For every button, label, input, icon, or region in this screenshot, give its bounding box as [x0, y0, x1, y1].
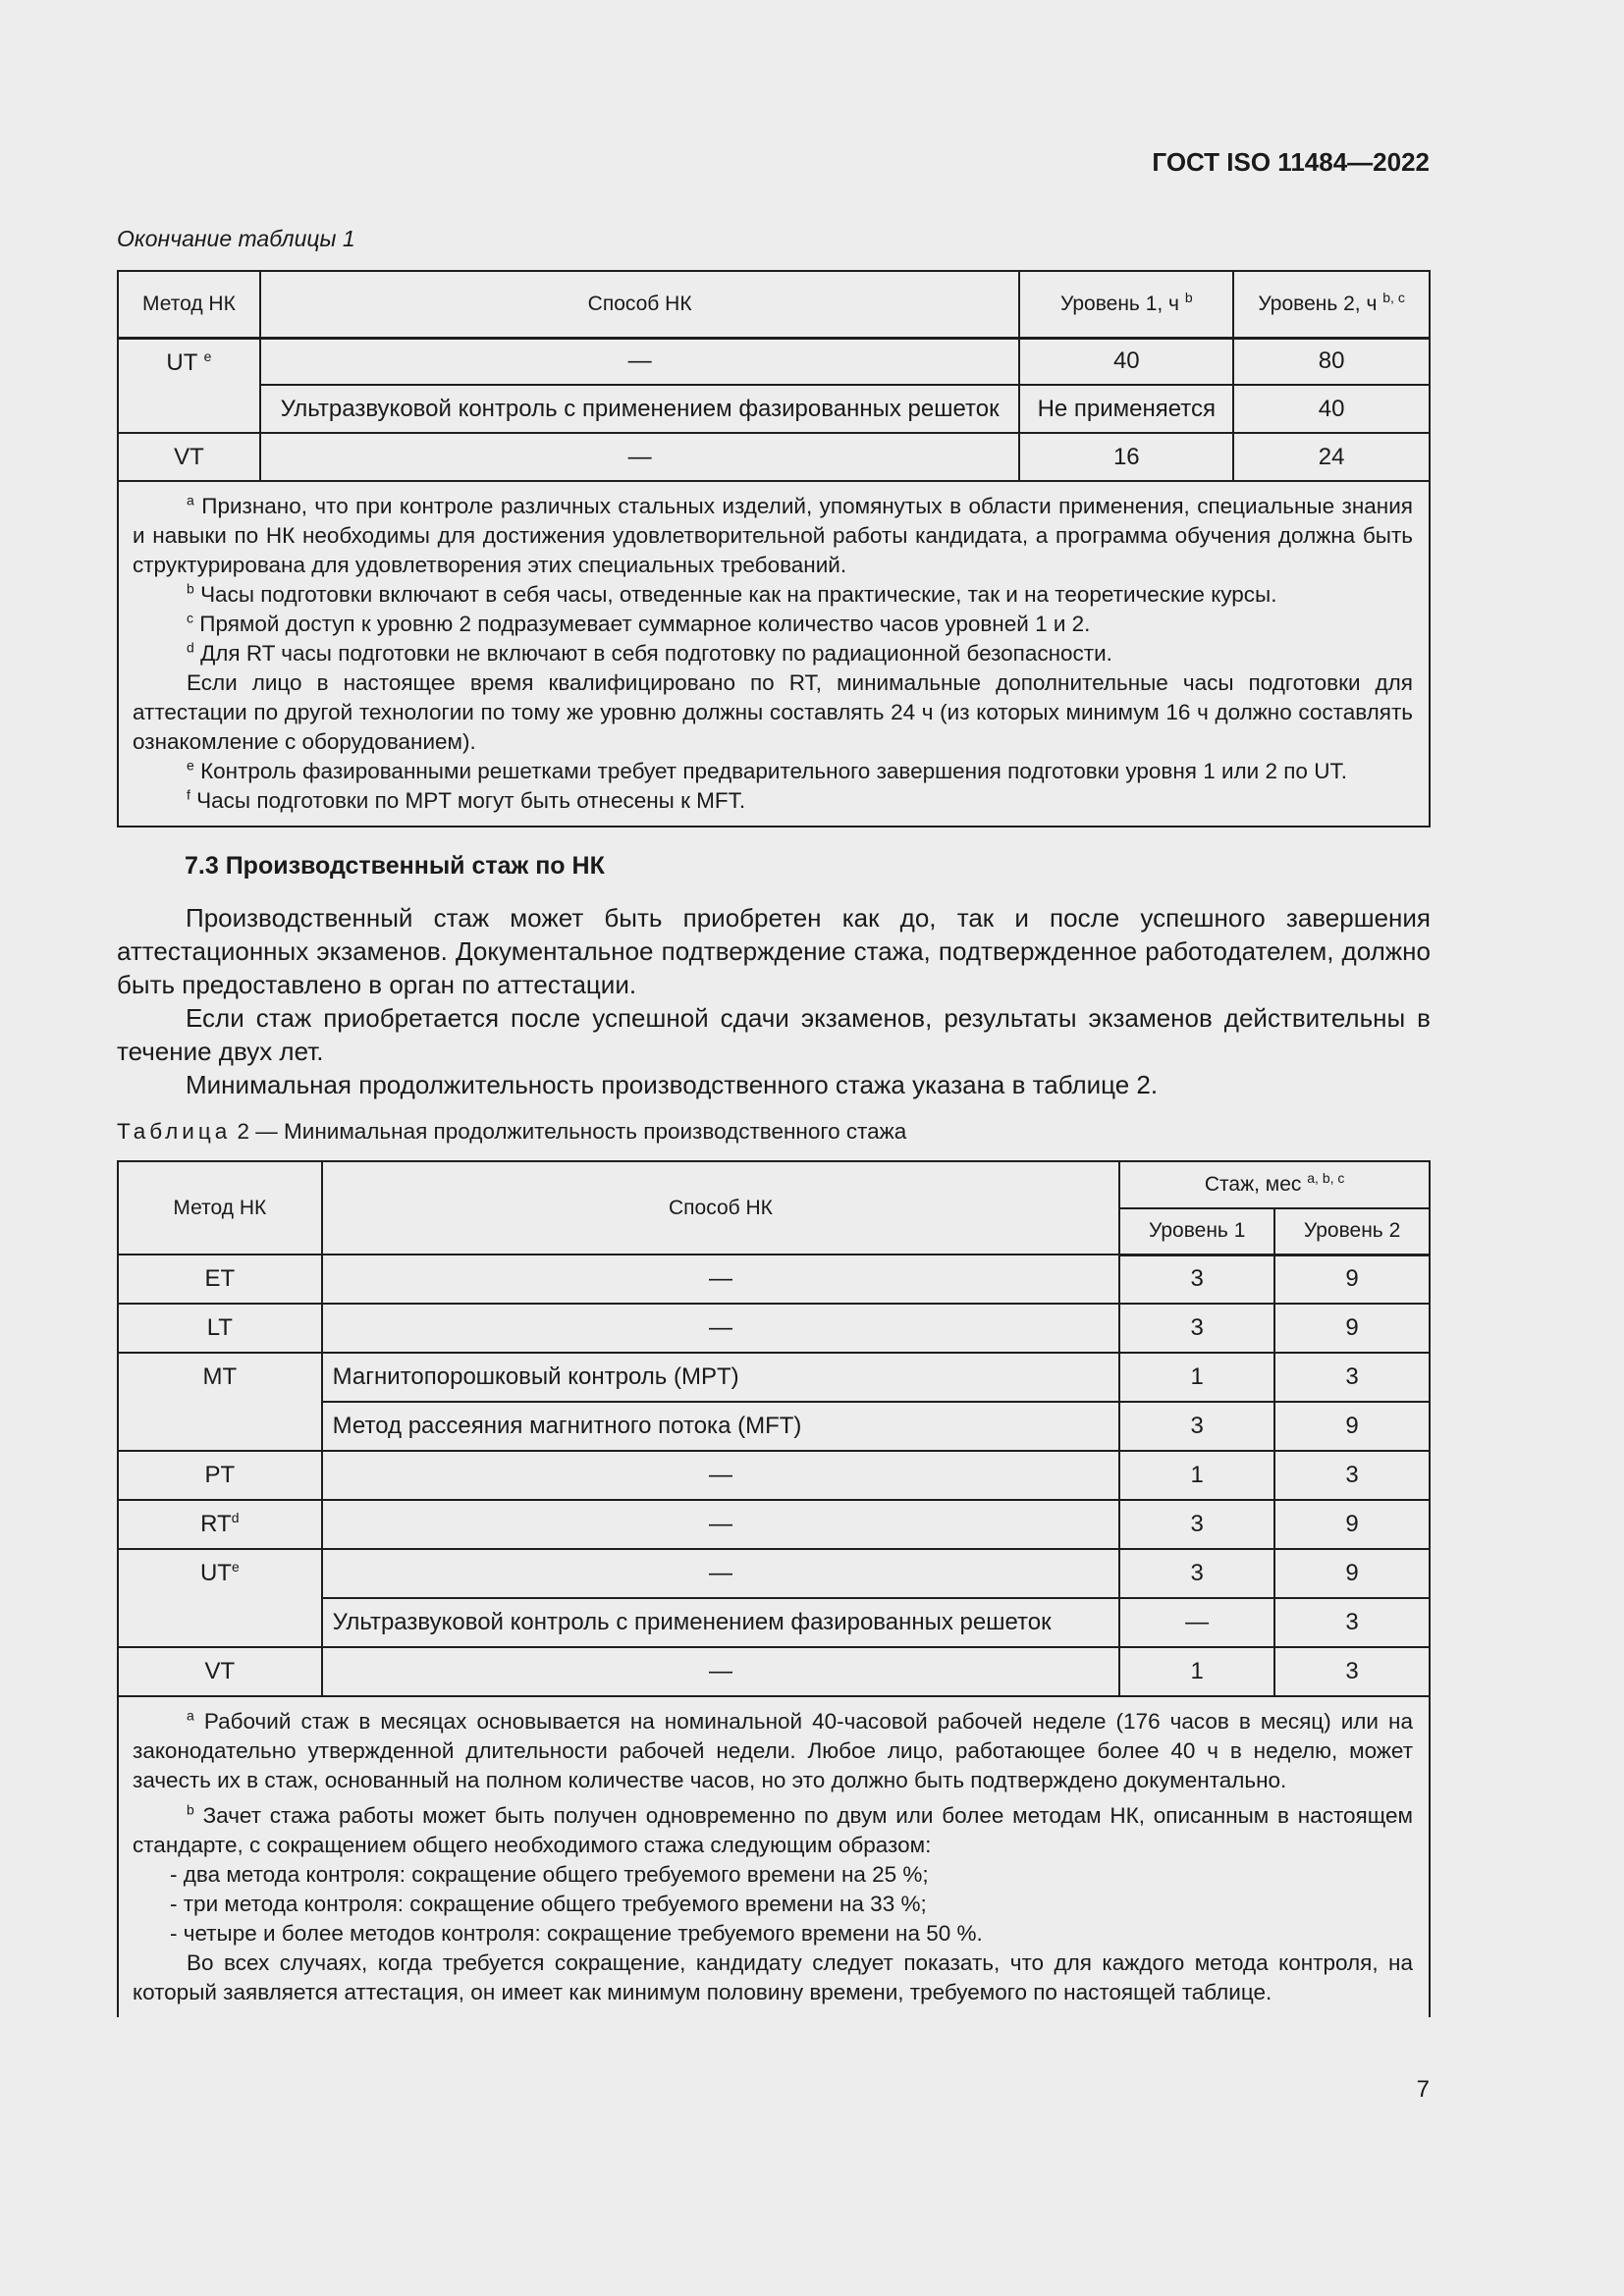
table-caption: Таблица 2 — Минимальная продолжительность производственного стажа	[117, 1119, 907, 1144]
section-body	[117, 901, 1431, 1101]
footnote-e: $^e$ Контроль фазированными решетками требует предварительного завершения подготовки уровня 1 или 2 по UT.	[187, 757, 1347, 783]
header-level1: Уровень 1	[1119, 1208, 1274, 1255]
level1-cell: 3	[1119, 1304, 1274, 1353]
method-cell: LT	[118, 1304, 322, 1353]
technique-cell: —	[260, 338, 1020, 385]
level2-cell: 9	[1274, 1255, 1430, 1304]
technique-cell: Метод рассеяния магнитного потока (MFT)	[322, 1402, 1120, 1451]
level1-cell: 1	[1119, 1451, 1274, 1500]
level2-cell: 9	[1274, 1500, 1430, 1549]
header-level1: Уровень 1, ч $^b$	[1019, 271, 1233, 338]
table-row	[118, 1647, 1430, 1696]
header-method: Метод НК	[118, 1161, 322, 1255]
method-cell: VT	[118, 1647, 322, 1696]
table-row	[118, 338, 1430, 385]
table-footnotes	[118, 1696, 1430, 2017]
section-heading: 7.3 Производственный стаж по НК	[185, 852, 605, 880]
level1-cell: 3	[1119, 1500, 1274, 1549]
footnote-b-continued: Во всех случаях, когда требуется сокращение, кандидату следует показать, что для каждого метода контроля, на который заявляется аттестация, он имеет как минимум половину времени, требуемого по настоящей таблице.	[133, 1950, 1413, 2004]
method-cell: VT	[118, 433, 260, 481]
table-row	[118, 1451, 1430, 1500]
header-level2: Уровень 2, ч $^{b, c}$	[1233, 271, 1430, 338]
table-row	[118, 1500, 1430, 1549]
table-row	[118, 1353, 1430, 1402]
level2-cell: 9	[1274, 1402, 1430, 1451]
footnote-d-continued: Если лицо в настоящее время квалифицировано по RT, минимальные дополнительные часы подготовки для аттестации по другой технологии по тому же уровню должны составлять 24 ч (из которых минимум 16 ч должно составлять ознакомление с оборудованием).	[133, 670, 1413, 754]
method-cell: $UT^e$	[118, 1549, 322, 1647]
level2-cell: 24	[1233, 433, 1430, 481]
footnote-a: $^a$ Признано, что при контроле различных стальных изделий, упомянутых в области применения, специальные знания и навыки по НК необходимы для достижения удовлетворительной работы кандидата, а программа обучения должна быть структурирована для удовлетворения этих специальных требований.	[133, 492, 1413, 577]
document-id: ГОСТ ISO 11484—2022	[1152, 147, 1430, 177]
technique-cell: Ультразвуковой контроль с применением фазированных решеток	[322, 1598, 1120, 1647]
level2-cell: 9	[1274, 1549, 1430, 1598]
method-cell: ET	[118, 1255, 322, 1304]
method-cell: UT $^e$	[118, 338, 260, 433]
technique-cell: —	[260, 433, 1020, 481]
footnote-b-item: - четыре и более методов контроля: сокращение требуемого времени на 50 %.	[170, 1921, 983, 1946]
method-cell: $RT^d$	[118, 1500, 322, 1549]
technique-cell: —	[322, 1451, 1120, 1500]
level2-cell: 3	[1274, 1647, 1430, 1696]
method-cell: MT	[118, 1353, 322, 1451]
header-level2: Уровень 2	[1274, 1208, 1430, 1255]
method-cell: PT	[118, 1451, 322, 1500]
table-1	[117, 270, 1431, 828]
level2-cell: 3	[1274, 1451, 1430, 1500]
paragraph: Производственный стаж может быть приобретен как до, так и после успешного завершения аттестационных экзаменов. Документальное подтверждение стажа, подтвержденное работодателем, должно быть предоставлено в орган по аттестации.	[117, 903, 1431, 999]
footnote-f: $^f$ Часы подготовки по MPT могут быть отнесены к MFT.	[187, 786, 746, 813]
footnote-b-item: - три метода контроля: сокращение общего требуемого времени на 33 %;	[170, 1892, 927, 1916]
footnote-a: $^a$ Рабочий стаж в месяцах основывается на номинальной 40-часовой рабочей неделе (176 часов в месяц) или на законодательно утвержденной длительности рабочей недели. Любое лицо, работающее более 40 ч в неделю, может зачесть их в стаж, основанный на полном количестве часов, но это должно быть подтверждено документально.	[133, 1707, 1413, 1792]
level1-cell: Не применяется	[1019, 385, 1233, 433]
header-method: Метод НК	[118, 271, 260, 338]
table-row	[118, 433, 1430, 481]
level2-cell: 9	[1274, 1304, 1430, 1353]
table-continuation-label: Окончание таблицы 1	[117, 226, 355, 251]
level2-cell: 40	[1233, 385, 1430, 433]
technique-cell: Магнитопорошковый контроль (MPT)	[322, 1353, 1120, 1402]
footnote-c: $^c$ Прямой доступ к уровню 2 подразумевает суммарное количество часов уровней 1 и 2.	[187, 610, 1091, 636]
page-number: 7	[1416, 2076, 1430, 2103]
table-footnotes	[118, 481, 1430, 827]
technique-cell: —	[322, 1647, 1120, 1696]
level1-cell: 3	[1119, 1549, 1274, 1598]
level1-cell: —	[1119, 1598, 1274, 1647]
header-technique: Способ НК	[322, 1161, 1120, 1255]
level2-cell: 80	[1233, 338, 1430, 385]
footnote-d: $^d$ Для RT часы подготовки не включают в себя подготовку по радиационной безопасности.	[187, 639, 1112, 666]
table-row	[118, 1549, 1430, 1598]
table-row	[118, 1304, 1430, 1353]
header-experience: Стаж, мес $^{a, b, c}$	[1119, 1161, 1430, 1208]
technique-cell: —	[322, 1304, 1120, 1353]
paragraph: Минимальная продолжительность производственного стажа указана в таблице 2.	[186, 1070, 1159, 1099]
technique-cell: Ультразвуковой контроль с применением фазированных решеток	[260, 385, 1020, 433]
table-row	[118, 385, 1430, 433]
paragraph: Если стаж приобретается после успешной сдачи экзаменов, результаты экзаменов действительны в течение двух лет.	[117, 1003, 1431, 1066]
level1-cell: 40	[1019, 338, 1233, 385]
technique-cell: —	[322, 1549, 1120, 1598]
level2-cell: 3	[1274, 1353, 1430, 1402]
technique-cell: —	[322, 1500, 1120, 1549]
header-technique: Способ НК	[260, 271, 1020, 338]
technique-cell: —	[322, 1255, 1120, 1304]
footnote-b: $^b$ Часы подготовки включают в себя часы, отведенные как на практические, так и на теоретические курсы.	[187, 580, 1277, 607]
level1-cell: 3	[1119, 1402, 1274, 1451]
table-row	[118, 1255, 1430, 1304]
level1-cell: 16	[1019, 433, 1233, 481]
footnote-b-item: - два метода контроля: сокращение общего требуемого времени на 25 %;	[170, 1862, 929, 1887]
level1-cell: 1	[1119, 1353, 1274, 1402]
level2-cell: 3	[1274, 1598, 1430, 1647]
table-2	[117, 1160, 1431, 2017]
level1-cell: 1	[1119, 1647, 1274, 1696]
footnote-b: $^b$ Зачет стажа работы может быть получен одновременно по двум или более методам НК, описанным в настоящем стандарте, с сокращением общего необходимого стажа следующим образом:	[133, 1801, 1413, 1857]
level1-cell: 3	[1119, 1255, 1274, 1304]
